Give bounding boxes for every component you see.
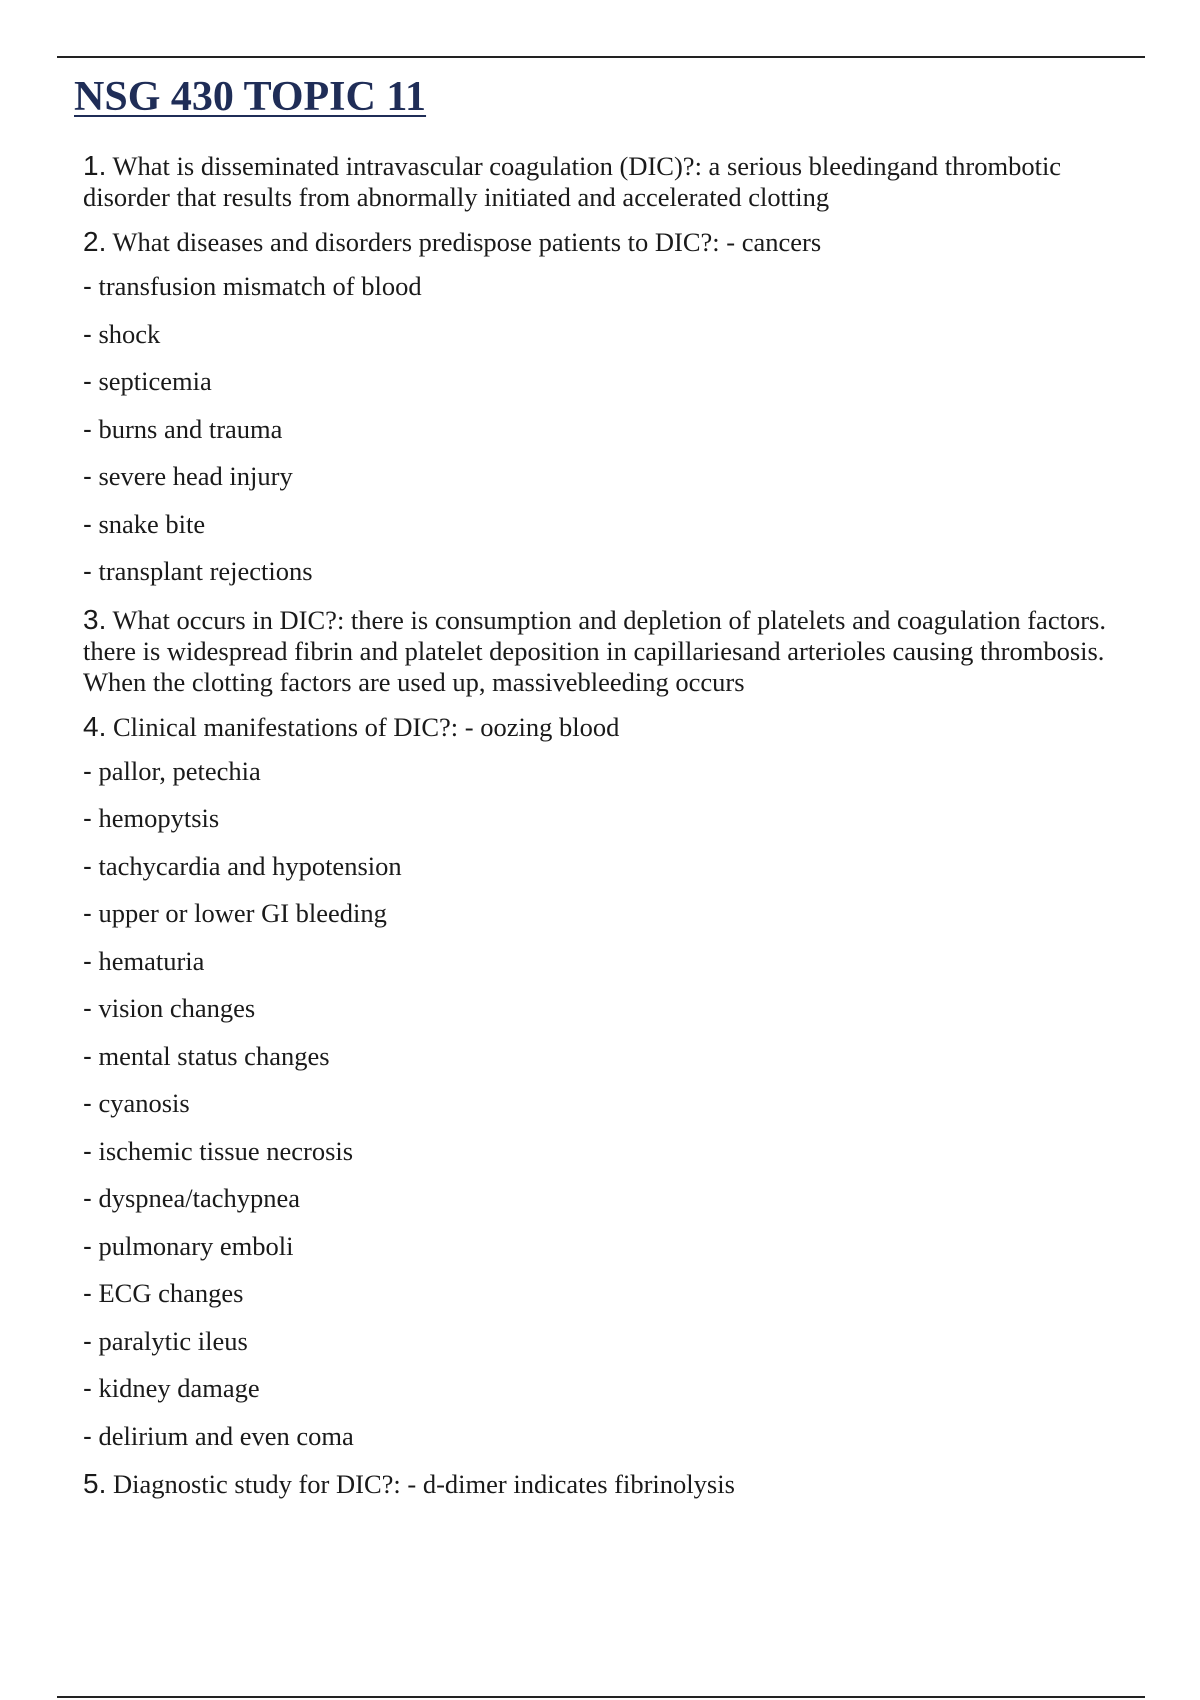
list-item: - hematuria (83, 945, 205, 976)
list-item: - transplant rejections (83, 556, 313, 586)
list-item: - septicemia (83, 366, 212, 396)
list-item-text: paralytic ileus (98, 1325, 248, 1356)
list-item: - transfusion mismatch of blood (83, 271, 422, 301)
list-item: - cyanosis (83, 1088, 190, 1118)
question-3 (83, 604, 1128, 698)
list-item: - hemopytsis (83, 803, 220, 833)
question-text: What diseases and disorders predispose patients to DIC?: - cancers (106, 227, 822, 257)
list-item: - pallor, petechia (83, 755, 261, 786)
question-number: 2. (83, 226, 107, 257)
list-item: - tachycardia and hypotension (83, 850, 402, 881)
question-4 (83, 711, 1128, 743)
list-item-text: mental status changes (98, 1040, 330, 1071)
list-item: - ischemic tissue necrosis (83, 1135, 354, 1166)
question-5 (83, 1468, 1128, 1500)
list-item-text: kidney damage (98, 1373, 260, 1403)
document-body (83, 150, 1128, 1513)
list-item: - paralytic ileus (83, 1325, 248, 1356)
list-item: - severe head injury (83, 461, 293, 491)
question-number: 1. (83, 150, 107, 181)
list-item-text: pallor, petechia (98, 755, 261, 786)
question-number: 4. (83, 710, 107, 742)
list-item: - ECG changes (83, 1278, 244, 1308)
list-item-text: delirium and even coma (98, 1420, 354, 1451)
list-item: - kidney damage (83, 1373, 260, 1403)
list-item: - vision changes (83, 993, 256, 1023)
list-item-text: transplant rejections (98, 556, 313, 586)
top-rule (57, 56, 1145, 58)
page-title: NSG 430 TOPIC 11 (74, 74, 427, 120)
question-2 (83, 226, 1128, 258)
list-item: - shock (83, 318, 161, 349)
list-item: - delirium and even coma (83, 1420, 354, 1451)
bottom-rule (57, 1696, 1145, 1698)
question-text: What occurs in DIC?: there is consumption and depletion of platelets and coagulation factors. there is widespread fibrin and platelet deposition in capillariesand arterioles causing thrombosis. When the clotting factors are used up, massivebleeding occurs (83, 604, 1106, 697)
list-item-text: vision changes (98, 993, 256, 1023)
question-number: 3. (83, 603, 107, 635)
list-item: - pulmonary emboli (83, 1230, 294, 1261)
list-item: - upper or lower GI bleeding (83, 898, 387, 928)
list-item-text: ECG changes (98, 1278, 244, 1308)
question-text: Diagnostic study for DIC?: - d-dimer indicates fibrinolysis (106, 1469, 735, 1499)
list-item: - dyspnea/tachypnea (83, 1183, 301, 1213)
list-item: - mental status changes (83, 1040, 330, 1071)
list-item-text: hematuria (98, 945, 205, 976)
list-item-text: burns and trauma (98, 413, 283, 444)
question-text: Clinical manifestations of DIC?: - oozing blood (106, 711, 620, 742)
list-item-text: shock (98, 318, 161, 349)
list-item-text: snake bite (98, 508, 206, 539)
list-item: - snake bite (83, 508, 206, 539)
list-item-text: hemopytsis (98, 803, 220, 833)
question-1 (83, 150, 1128, 213)
question-number: 5. (83, 1468, 107, 1499)
list-item-text: ischemic tissue necrosis (98, 1135, 354, 1166)
list-item-text: pulmonary emboli (98, 1230, 294, 1261)
list-item-text: upper or lower GI bleeding (98, 898, 387, 928)
list-item-text: severe head injury (98, 461, 293, 491)
list-item-text: dyspnea/tachypnea (98, 1183, 301, 1213)
list-item-text: tachycardia and hypotension (98, 850, 402, 881)
list-item: - burns and trauma (83, 413, 283, 444)
question-text: What is disseminated intravascular coagulation (DIC)?: a serious bleedingand thrombotic disorder that results from abnormally initiated and accelerated clotting (83, 151, 1062, 212)
list-item-text: cyanosis (98, 1088, 190, 1118)
list-item-text: transfusion mismatch of blood (98, 271, 422, 301)
list-item-text: septicemia (98, 366, 212, 396)
